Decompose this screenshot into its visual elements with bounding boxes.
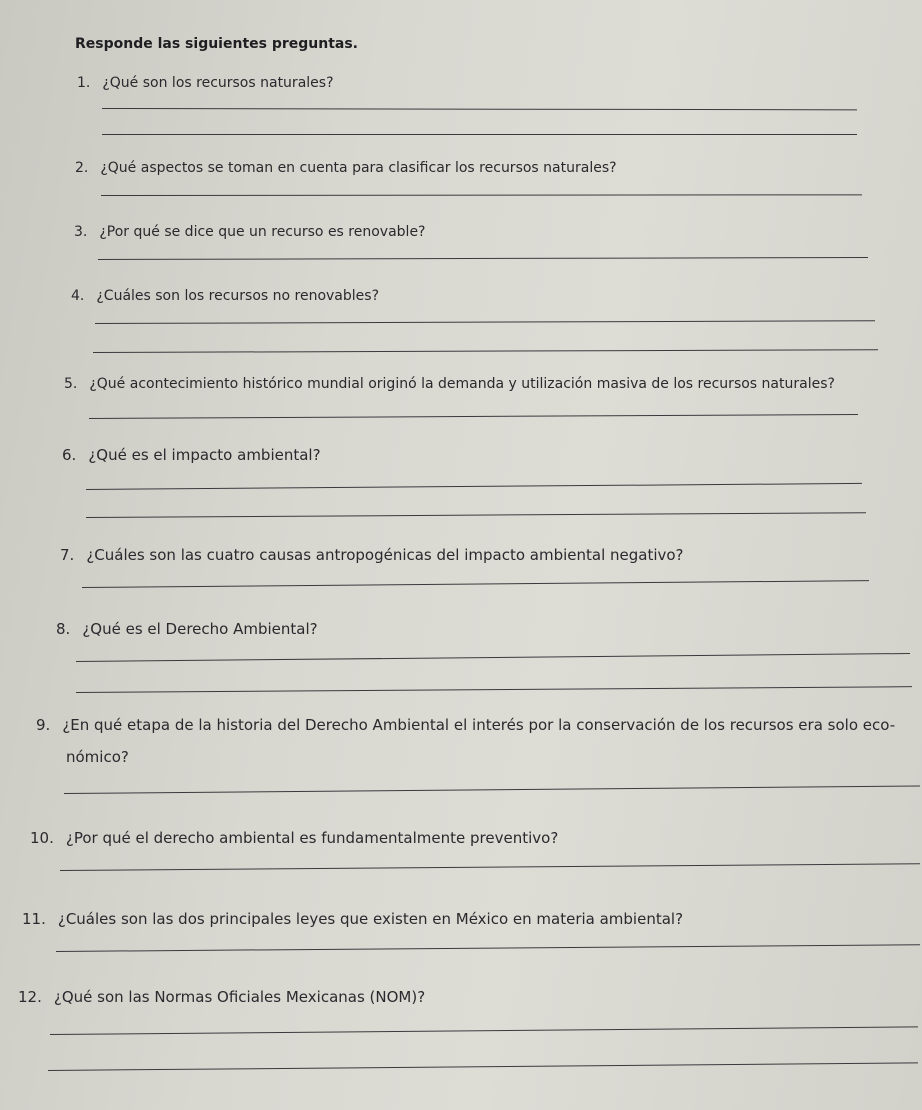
question-number: 3. [74, 224, 88, 240]
answer-line [50, 1026, 918, 1035]
answer-line [56, 944, 920, 952]
question-12 [18, 988, 425, 1006]
question-9 [36, 716, 895, 734]
question-text: ¿Qué son los recursos naturales? [102, 75, 334, 91]
question-9-continuation: nómico? [66, 748, 129, 766]
question-number: 6. [62, 446, 77, 464]
question-10 [30, 829, 558, 847]
question-number: 4. [71, 288, 85, 304]
question-number: 7. [60, 546, 75, 564]
question-1 [77, 75, 334, 91]
worksheet-heading: Responde las siguientes preguntas. [75, 36, 359, 52]
question-number: 10. [30, 829, 54, 847]
question-number: 1. [77, 75, 91, 91]
answer-line [95, 320, 875, 324]
question-text: ¿Cuáles son los recursos no renovables? [96, 288, 380, 304]
question-11 [22, 910, 683, 928]
question-number: 11. [22, 910, 46, 928]
question-text: ¿Qué aspectos se toman en cuenta para clasificar los recursos naturales? [100, 160, 617, 176]
answer-line [82, 580, 869, 588]
answer-line [76, 686, 912, 693]
answer-line [98, 257, 868, 260]
question-text: ¿En qué etapa de la historia del Derecho Ambiental el interés por la conservación de los recursos era solo eco- [62, 716, 896, 734]
question-text: ¿Por qué se dice que un recurso es renovable? [99, 224, 426, 240]
question-text: ¿Qué es el impacto ambiental? [88, 446, 321, 464]
question-2 [75, 160, 617, 176]
question-7 [60, 546, 684, 564]
answer-line [101, 194, 862, 196]
question-number: 12. [18, 988, 42, 1006]
question-4 [71, 288, 379, 304]
answer-line [60, 863, 920, 871]
question-number: 9. [36, 716, 51, 734]
answer-line [86, 512, 866, 518]
question-8 [56, 620, 318, 638]
answer-line [89, 414, 858, 419]
question-text: ¿Cuáles son las dos principales leyes que existen en México en materia ambiental? [57, 910, 684, 928]
answer-line [86, 483, 862, 490]
answer-line [64, 786, 920, 794]
question-text: ¿Cuáles son las cuatro causas antropogénicas del impacto ambiental negativo? [86, 546, 684, 564]
question-number: 5. [64, 376, 78, 392]
answer-line [76, 653, 910, 662]
answer-line [48, 1062, 918, 1071]
answer-line [102, 134, 857, 135]
question-3 [74, 224, 425, 240]
question-text: ¿Qué acontecimiento histórico mundial originó la demanda y utilización masiva de los recursos naturales? [89, 376, 835, 392]
question-text: ¿Qué es el Derecho Ambiental? [82, 620, 318, 638]
question-number: 8. [56, 620, 71, 638]
question-text: ¿Qué son las Normas Oficiales Mexicanas (NOM)? [53, 988, 426, 1006]
question-text: ¿Por qué el derecho ambiental es fundamentalmente preventivo? [65, 829, 559, 847]
question-number: 2. [75, 160, 89, 176]
answer-line [93, 349, 878, 353]
question-5 [64, 376, 835, 392]
question-6 [62, 446, 321, 464]
answer-line [102, 108, 857, 110]
